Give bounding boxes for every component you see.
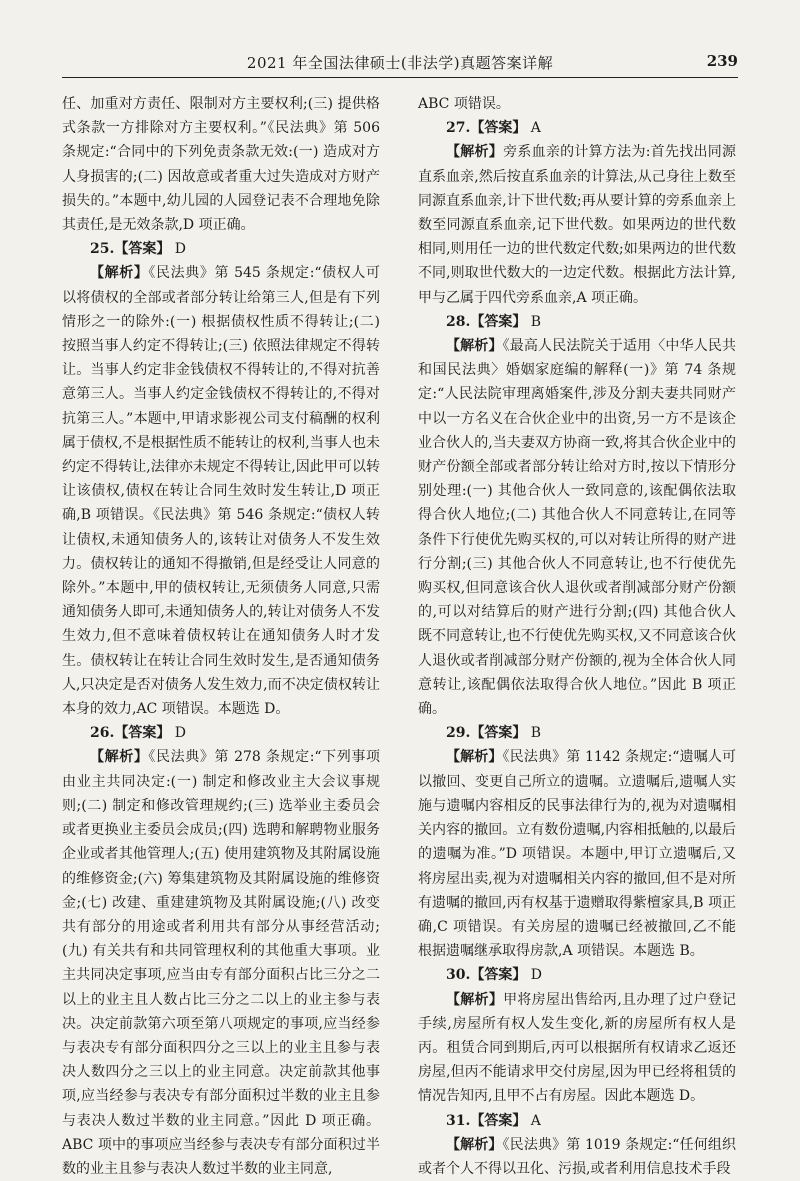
paragraph-text: 《最高人民法院关于适用〈中华人民共和国民法典〉婚姻家庭编的解释(一)》第 74 条规定:“人民法院审理离婚案件,涉及分割夫妻共同财产中以一方名义在合伙企业中的出资,另一方不是该企业合伙人的,当夫妻双方协商一致,将其合伙企业中的财产份额全部或者部分转让给对方时,按以下情形分别处理:(一) 其他合伙人一致同意的,该配偶依法取得合伙人地位;(二) 其他合伙人不同意转让,在同等条件下行使优先购买权的,可以对转让所得的财产进行分割;(三) 其他合伙人不同意转让,也不行使优先购买权,但同意该合伙人退伙或者削减部分财产份额的,可以对结算后的财产进行分割;(四) 其他合伙人既不同意转让,也不行使优先购买权,又不同意该合伙人退伙或者削减部分财产份额的,视为全体合伙人同意转让,该配偶依法取得合伙人地位。”因此 B 项正确。: [418, 338, 737, 718]
analysis-paragraph: [418, 334, 736, 721]
running-header: [0, 50, 800, 78]
paragraph-text: 任、加重对方责任、限制对方主要权利;(三) 提供格式条款一方排除对方主要权利。”《民法典》第 506 条规定:“合同中的下列免责条款无效:(一) 造成对方人身损害的;(二) 因故意或者重大过失造成对方财产损失的。”本题中,幼儿园的人园登记表不合理地免除其责任,是无效条款,D 项正确。: [62, 96, 380, 234]
answer-value: B: [526, 725, 542, 742]
analysis-label: 【解析】: [446, 991, 504, 1008]
analysis-paragraph: [418, 988, 736, 1109]
paragraph-text: 《民法典》第 1142 条规定:“遗嘱人可以撤回、变更自己所立的遗嘱。立遗嘱后,遗嘱人实施与遗嘱内容相反的民事法律行为的,视为对遗嘱相关内容的撤回。立有数份遗嘱,内容相抵触的,以最后的遗嘱为准。”D 项错误。本题中,甲订立遗嘱后,又将房屋出卖,视为对遗嘱相关内容的撤回,但不是对所有遗嘱的撤回,丙有权基于遗赠取得紫檀家具,B 项正确,C 项错误。有关房屋的遗嘱已经被撤回,乙不能根据遗嘱继承取得房款,A 项错误。本题选 B。: [418, 749, 736, 960]
answer-label: 27.【答案】: [446, 120, 527, 137]
answer-line: [418, 1109, 736, 1133]
analysis-label: 【解析】: [446, 338, 503, 355]
answer-label: 30.【答案】: [446, 967, 527, 984]
answer-value: D: [526, 967, 543, 984]
analysis-label: 【解析】: [446, 749, 503, 766]
paragraph-text: 《民法典》第 1019 条规定:“任何组织或者个人不得以丑化、污损,或者利用信息技术手段: [418, 1136, 736, 1177]
analysis-paragraph: [418, 140, 736, 309]
answer-label: 31.【答案】: [446, 1112, 527, 1129]
answer-line: [418, 310, 736, 334]
analysis-label: 【解析】: [90, 265, 149, 282]
answer-value: A: [526, 120, 541, 137]
running-header-title: 2021 年全国法律硕士(非法学)真题答案详解: [246, 54, 554, 72]
answer-value: A: [526, 1112, 541, 1129]
analysis-label: 【解析】: [446, 1136, 503, 1153]
analysis-paragraph: [418, 1133, 736, 1181]
paragraph-text: 《民法典》第 278 条规定:“下列事项由业主共同决定:(一) 制定和修改业主大会议事规则;(二) 制定和修改管理规约;(三) 选举业主委员会或者更换业主委员会成员;(四) 选聘和解聘物业服务企业或者其他管理人;(五) 使用建筑物及其附属设施的维修资金;(六) 筹集建筑物及其附属设施的维修资金;(七) 改建、重建建筑物及其附属设施;(八) 改变共有部分的用途或者利用共有部分从事经营活动;(九) 有关共有和共同管理权利的其他重大事项。业主共同决定事项,应当由专有部分面积占比三分之二以上的业主且人数占比三分之二以上的业主参与表决。决定前款第六项至第八项规定的事项,应当经参与表决专有部分面积四分之三以上的业主且参与表决人数四分之三以上的业主同意。决定前款其他事项,应当经参与表决专有部分面积过半数的业主且参与表决人数过半数的业主同意。”因此 D 项正确。ABC 项中的事项应当经参与表决专有部分面积过半数的业主且参与表决人数过半数的业主同意,: [62, 749, 380, 1177]
analysis-paragraph: [62, 745, 380, 1181]
answer-line: [62, 237, 380, 261]
paragraph-text: 《民法典》第 545 条规定:“债权人可以将债权的全部或者部分转让给第三人,但是有下列情形之一的除外:(一) 根据债权性质不得转让;(二) 按照当事人约定不得转让;(三) 依照法律规定不得转让。当事人约定非金钱债权不得转让的,不得对抗善意第三人。当事人约定金钱债权不得转让的,不得对抗第三人。”本题中,甲请求影视公司支付稿酬的权利属于债权,不是根据性质不能转让的权利,当事人也未约定不得转让,法律亦未规定不得转让,因此甲可以转让该债权,债权在转让合同生效时发生转让,D 项正确,B 项错误。《民法典》第 546 条规定:“债权人转让债权,未通知债务人的,该转让对债务人不发生效力。债权转让的通知不得撤销,但是经受让人同意的除外。”本题中,甲的债权转让,无须债务人同意,只需通知债务人即可,未通知债务人的,转让对债务人不发生效力,但不意味着债权转让在通知债务人时才发生。债权转让在转让合同生效时发生,是否通知债务人,只决定是否对债务人发生效力,而不决定债权转让本身的效力,AC 项错误。本题选 D。: [62, 265, 380, 718]
answer-value: D: [170, 725, 187, 742]
answer-label: 28.【答案】: [446, 313, 527, 330]
left-column: [62, 92, 380, 1181]
answer-line: [418, 721, 736, 745]
analysis-label: 【解析】: [446, 144, 504, 161]
right-column: [418, 92, 736, 1181]
continued-paragraph: [62, 92, 380, 237]
answer-label: 25.【答案】: [90, 241, 171, 258]
answer-line: [418, 116, 736, 140]
paragraph-text: 甲将房屋出售给丙,且办理了过户登记手续,房屋所有权人发生变化,新的房屋所有权人是丙。租赁合同到期后,丙可以根据所有权请求乙返还房屋,但丙不能请求甲交付房屋,因为甲已经将租赁的情况告知丙,且甲不占有房屋。因此本题选 D。: [418, 991, 736, 1105]
answer-line: [418, 963, 736, 987]
answer-line: [62, 721, 380, 745]
analysis-paragraph: [418, 745, 736, 963]
analysis-paragraph: [62, 261, 380, 721]
page-number: 239: [706, 52, 738, 70]
answer-value: B: [526, 313, 542, 330]
paragraph-text: 旁系血亲的计算方法为:首先找出同源直系血亲,然后按直系血亲的计算法,从己身往上数至同源直系血亲,计下世代数;再从要计算的旁系血亲上数至同源直系血亲,记下世代数。如果两边的世代数相同,则用任一边的世代数定代数;如果两边的世代数不同,则取世代数大的一边定代数。根据此方法计算,甲与乙属于四代旁系血亲,A 项正确。: [418, 144, 737, 306]
answer-label: 29.【答案】: [446, 725, 527, 742]
analysis-label: 【解析】: [90, 749, 149, 766]
answer-label: 26.【答案】: [90, 725, 171, 742]
header-rule: [62, 77, 738, 78]
continued-paragraph: [418, 92, 736, 116]
answer-value: D: [170, 241, 187, 258]
paragraph-text: ABC 项错误。: [418, 96, 510, 112]
